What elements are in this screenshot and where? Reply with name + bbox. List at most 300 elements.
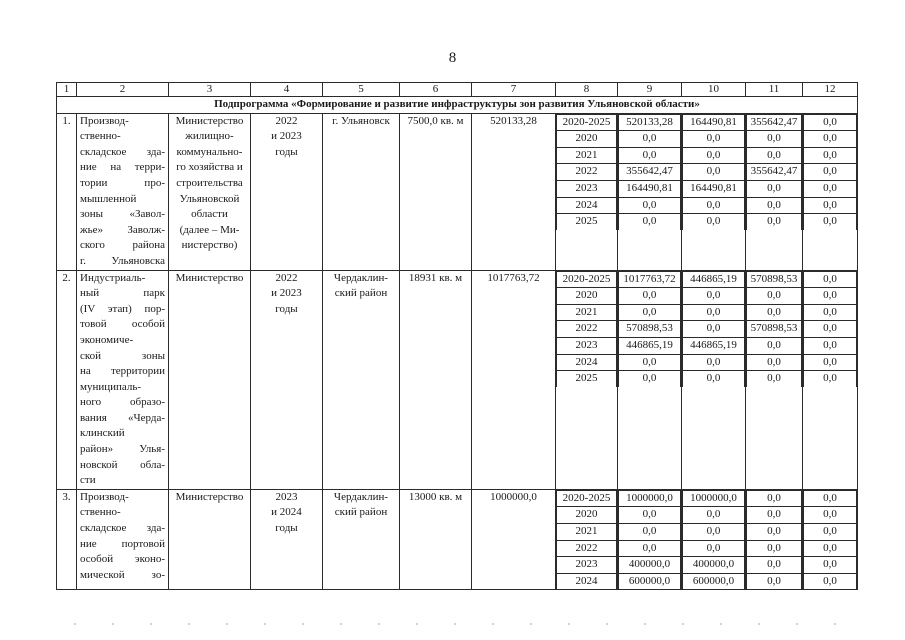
table-row [57, 489, 858, 590]
funding-year-row [804, 490, 857, 507]
funding-year-row [804, 524, 857, 541]
funding-year-row [619, 147, 681, 164]
funding-subtable [746, 490, 802, 590]
cell-line: 18931 кв. м [408, 271, 463, 284]
funding-value: 2021 [557, 524, 617, 541]
funding-value: 2021 [557, 147, 617, 164]
cell-line: нистерство) [181, 239, 238, 252]
cell-line: зоны «Завол- [80, 208, 165, 221]
funding-value: 2023 [557, 180, 617, 197]
cell-line: ственно- [80, 130, 121, 143]
funding-value: 0,0 [683, 214, 745, 230]
cell-line: ние на терри- [80, 161, 165, 174]
funding-year-row [557, 114, 617, 131]
funding-year-row [619, 271, 681, 288]
cell-line: годы [275, 145, 298, 158]
cell-line: муниципаль- [80, 380, 142, 393]
funding-value: 2024 [557, 354, 617, 371]
funding-year-row [747, 557, 802, 574]
funding-value: 0,0 [804, 271, 857, 288]
column-number: 11 [746, 83, 803, 97]
funding-value: 0,0 [619, 147, 681, 164]
funding-year-row [747, 197, 802, 214]
funding-year-row [557, 164, 617, 181]
cell-line: ской зоны [80, 349, 165, 362]
funding-year-row [619, 114, 681, 131]
funding-subtable [746, 271, 802, 387]
funding-value: 164490,81 [683, 180, 745, 197]
estimated-cost [472, 489, 556, 590]
funding-value: 0,0 [804, 524, 857, 541]
funding-c9-column [618, 489, 682, 590]
row-number: 2. [57, 270, 77, 489]
cell-line: мической зо- [80, 568, 165, 581]
cell-line: Ульяновской [179, 192, 240, 205]
funding-year-column [556, 489, 618, 590]
column-number: 7 [472, 83, 556, 97]
funding-year-row [619, 164, 681, 181]
cell-line: 2022 [275, 114, 298, 127]
estimated-cost [472, 113, 556, 270]
funding-year-row [619, 180, 681, 197]
column-number: 1 [57, 83, 77, 97]
funding-year-row [804, 131, 857, 148]
funding-value: 1000000,0 [619, 490, 681, 507]
funding-year-row [804, 180, 857, 197]
funding-value: 0,0 [683, 354, 745, 371]
funding-c10-column [682, 489, 746, 590]
cell-line: ный парк [80, 287, 165, 300]
column-number: 3 [169, 83, 251, 97]
cell-line: 7500,0 кв. м [407, 114, 464, 127]
funding-year-row [804, 557, 857, 574]
funding-c10-column [682, 113, 746, 270]
funding-year-row [683, 573, 745, 589]
funding-value: 355642,47 [747, 164, 802, 181]
funding-year-row [557, 131, 617, 148]
funding-subtable [618, 490, 681, 590]
funding-year-row [683, 288, 745, 305]
column-number: 6 [400, 83, 472, 97]
funding-year-row [747, 147, 802, 164]
funding-year-row [747, 337, 802, 354]
row-number: 1. [57, 113, 77, 270]
funding-year-row [804, 321, 857, 338]
funding-year-row [747, 490, 802, 507]
cell-line: вания «Черда- [80, 411, 165, 424]
cell-line: (далее – Ми- [179, 223, 240, 236]
funding-value: 0,0 [683, 197, 745, 214]
subprogram-title: Подпрограмма «Формирование и развитие инфраструктуры зон развития Ульяновской области» [57, 97, 858, 114]
funding-value: 0,0 [619, 354, 681, 371]
cell-line: сти [80, 474, 96, 487]
funding-value: 600000,0 [683, 573, 745, 589]
funding-value: 0,0 [804, 321, 857, 338]
funding-year-row [683, 354, 745, 371]
cell-line: Министерство [175, 490, 244, 503]
cell-line: области [191, 208, 228, 221]
funding-c12-column [803, 270, 858, 489]
funding-value: 0,0 [747, 288, 802, 305]
funding-value: 0,0 [747, 197, 802, 214]
funding-year-row [747, 540, 802, 557]
funding-value: 0,0 [747, 214, 802, 230]
funding-value: 0,0 [683, 304, 745, 321]
funding-year-row [747, 131, 802, 148]
funding-year-row [557, 557, 617, 574]
funding-value: 570898,53 [619, 321, 681, 338]
table-row [57, 113, 858, 270]
funding-c12-column [803, 113, 858, 270]
funding-value: 2022 [557, 321, 617, 338]
funding-year-row [619, 288, 681, 305]
funding-c12-column [803, 489, 858, 590]
cell-line: 2022 [275, 271, 298, 284]
cell-line: ние портовой [80, 537, 165, 550]
funding-year-row [557, 490, 617, 507]
funding-value: 570898,53 [747, 271, 802, 288]
funding-year-row [804, 540, 857, 557]
cell-line: тории про- [80, 176, 165, 189]
funding-year-row [683, 524, 745, 541]
funding-subtable [556, 490, 617, 590]
funding-value: 2025 [557, 214, 617, 230]
funding-value: 0,0 [747, 131, 802, 148]
funding-year-row [557, 354, 617, 371]
funding-value: 0,0 [804, 197, 857, 214]
funding-year-row [557, 573, 617, 589]
funding-value: 0,0 [747, 507, 802, 524]
funding-value: 0,0 [804, 540, 857, 557]
cell-line: Чердаклин- [333, 490, 389, 503]
funding-value: 2020 [557, 288, 617, 305]
funding-c10-column [682, 270, 746, 489]
funding-value: 0,0 [804, 490, 857, 507]
funding-value: 2020-2025 [557, 271, 617, 288]
funding-value: 0,0 [619, 304, 681, 321]
column-number: 2 [77, 83, 169, 97]
funding-year-row [619, 354, 681, 371]
funding-year-row [557, 524, 617, 541]
cell-line: ского района [80, 239, 165, 252]
funding-year-row [683, 131, 745, 148]
funding-year-row [747, 507, 802, 524]
funding-year-row [747, 573, 802, 589]
funding-year-row [747, 271, 802, 288]
funding-value: 2020 [557, 507, 617, 524]
funding-value: 0,0 [683, 371, 745, 387]
funding-year-row [683, 214, 745, 230]
funding-subtable [556, 114, 617, 230]
funding-c11-column [746, 270, 803, 489]
funding-value: 0,0 [747, 354, 802, 371]
funding-subtable [618, 271, 681, 387]
cell-line: ственно- [80, 506, 121, 519]
cell-line: годы [275, 302, 298, 315]
funding-year-row [683, 337, 745, 354]
funding-value: 0,0 [619, 214, 681, 230]
funding-value: 0,0 [747, 147, 802, 164]
funding-year-row [804, 164, 857, 181]
funding-value: 0,0 [747, 557, 802, 574]
funding-value: 0,0 [683, 321, 745, 338]
funding-year-row [619, 371, 681, 387]
funding-c9-column [618, 113, 682, 270]
funding-value: 0,0 [747, 573, 802, 589]
funding-value: 0,0 [804, 131, 857, 148]
cell-line: годы [275, 522, 298, 535]
funding-year-row [683, 321, 745, 338]
funding-year-row [804, 197, 857, 214]
funding-value: 0,0 [619, 288, 681, 305]
cell-line: Производ- [80, 114, 129, 127]
cell-line: мышленной [80, 192, 137, 205]
cell-line: 520133,28 [490, 114, 537, 127]
funding-year-row [747, 371, 802, 387]
cell-line: Чердаклин- [333, 271, 389, 284]
cell-line: и 2024 [271, 506, 302, 519]
funding-value: 2022 [557, 540, 617, 557]
funding-value: 2023 [557, 337, 617, 354]
cell-line: г. Ульяновска [80, 254, 165, 267]
cell-line: клинский [80, 427, 125, 440]
funding-year-row [683, 114, 745, 131]
funding-year-row [683, 164, 745, 181]
cell-line: товой особой [80, 318, 165, 331]
funding-value: 2023 [557, 557, 617, 574]
funding-value: 0,0 [804, 147, 857, 164]
funding-value: 2024 [557, 573, 617, 589]
funding-value: 355642,47 [619, 164, 681, 181]
cell-line: ский район [334, 287, 388, 300]
funding-year-row [619, 337, 681, 354]
cell-line: на территории [80, 365, 165, 378]
capacity [400, 270, 472, 489]
column-number: 8 [556, 83, 618, 97]
cell-line: г. Ульяновск [332, 114, 390, 127]
funding-year-row [747, 164, 802, 181]
cell-line: 1000000,0 [490, 490, 537, 503]
funding-year-row [683, 507, 745, 524]
funding-year-row [683, 271, 745, 288]
object-name [77, 270, 169, 489]
funding-value: 2025 [557, 371, 617, 387]
funding-value: 0,0 [804, 557, 857, 574]
funding-year-row [804, 114, 857, 131]
funding-value: 520133,28 [619, 114, 681, 131]
funding-value: 0,0 [619, 197, 681, 214]
funding-value: 0,0 [683, 540, 745, 557]
funding-year-row [747, 180, 802, 197]
funding-value: 2020-2025 [557, 114, 617, 131]
funding-year-row [804, 288, 857, 305]
funding-value: 1017763,72 [619, 271, 681, 288]
funding-year-row [804, 573, 857, 589]
cell-line: Индустриаль- [80, 271, 146, 284]
period [251, 489, 323, 590]
funding-value: 0,0 [619, 507, 681, 524]
location [323, 113, 400, 270]
customer [169, 489, 251, 590]
funding-year-row [557, 507, 617, 524]
period [251, 113, 323, 270]
funding-value: 0,0 [804, 507, 857, 524]
funding-year-row [557, 214, 617, 230]
cell-line: новской обла- [80, 458, 165, 471]
funding-value: 0,0 [683, 524, 745, 541]
funding-year-row [619, 573, 681, 589]
funding-year-row [804, 354, 857, 371]
cell-line: го хозяйства и [176, 161, 243, 174]
funding-year-row [619, 321, 681, 338]
estimated-cost [472, 270, 556, 489]
funding-value: 0,0 [619, 371, 681, 387]
funding-value: 400000,0 [683, 557, 745, 574]
funding-year-row [804, 304, 857, 321]
period [251, 270, 323, 489]
page-number: 8 [448, 50, 457, 66]
funding-subtable [618, 114, 681, 230]
funding-value: 2020 [557, 131, 617, 148]
funding-value: 0,0 [804, 354, 857, 371]
funding-year-row [747, 304, 802, 321]
cell-line: строительства [176, 176, 243, 189]
funding-year-row [747, 288, 802, 305]
funding-year-row [557, 197, 617, 214]
investment-table [56, 82, 858, 590]
funding-value: 0,0 [747, 540, 802, 557]
funding-year-row [683, 197, 745, 214]
funding-year-row [619, 490, 681, 507]
funding-value: 0,0 [804, 304, 857, 321]
funding-year-row [683, 490, 745, 507]
cell-line: Министерство [175, 271, 244, 284]
funding-year-row [747, 354, 802, 371]
funding-subtable [803, 114, 857, 230]
funding-value: 446865,19 [619, 337, 681, 354]
column-number: 9 [618, 83, 682, 97]
funding-year-row [557, 288, 617, 305]
cell-line: (IV этап) пор- [80, 302, 165, 315]
funding-year-row [557, 180, 617, 197]
funding-value: 0,0 [619, 524, 681, 541]
cell-line: 13000 кв. м [408, 490, 463, 503]
funding-value: 2021 [557, 304, 617, 321]
funding-year-row [804, 214, 857, 230]
funding-subtable [803, 490, 857, 590]
funding-year-row [557, 371, 617, 387]
funding-year-row [557, 337, 617, 354]
capacity [400, 489, 472, 590]
funding-c11-column [746, 489, 803, 590]
funding-year-row [557, 321, 617, 338]
funding-year-row [619, 304, 681, 321]
customer [169, 270, 251, 489]
funding-value: 0,0 [683, 147, 745, 164]
cell-line: и 2023 [271, 130, 302, 143]
funding-value: 0,0 [804, 371, 857, 387]
funding-subtable [746, 114, 802, 230]
funding-year-row [747, 321, 802, 338]
funding-subtable [556, 271, 617, 387]
cell-line: особой эконо- [80, 553, 165, 566]
column-number: 4 [251, 83, 323, 97]
funding-year-row [619, 131, 681, 148]
funding-value: 2020-2025 [557, 490, 617, 507]
funding-value: 0,0 [683, 288, 745, 305]
funding-year-row [804, 147, 857, 164]
funding-year-row [683, 180, 745, 197]
funding-subtable [682, 271, 745, 387]
funding-value: 0,0 [619, 540, 681, 557]
funding-year-row [557, 540, 617, 557]
funding-year-row [747, 214, 802, 230]
funding-value: 0,0 [747, 371, 802, 387]
funding-value: 0,0 [683, 507, 745, 524]
cell-line: ного образо- [80, 396, 165, 409]
funding-year-row [557, 147, 617, 164]
row-number: 3. [57, 489, 77, 590]
funding-value: 446865,19 [683, 271, 745, 288]
funding-value: 0,0 [804, 114, 857, 131]
funding-value: 0,0 [619, 131, 681, 148]
funding-c9-column [618, 270, 682, 489]
funding-value: 0,0 [804, 573, 857, 589]
cell-line: экономиче- [80, 333, 134, 346]
object-name [77, 489, 169, 590]
funding-year-row [804, 271, 857, 288]
capacity [400, 113, 472, 270]
funding-year-row [683, 371, 745, 387]
funding-year-row [619, 197, 681, 214]
funding-value: 164490,81 [683, 114, 745, 131]
column-number: 10 [682, 83, 746, 97]
funding-subtable [682, 114, 745, 230]
funding-year-column [556, 270, 618, 489]
funding-year-row [619, 540, 681, 557]
funding-value: 400000,0 [619, 557, 681, 574]
funding-value: 0,0 [683, 131, 745, 148]
cell-line: 2023 [275, 490, 298, 503]
cell-line: 1017763,72 [487, 271, 540, 284]
cell-line: район» Улья- [80, 443, 165, 456]
funding-value: 1000000,0 [683, 490, 745, 507]
cell-line: Министерство [175, 114, 244, 127]
funding-value: 446865,19 [683, 337, 745, 354]
funding-value: 0,0 [804, 164, 857, 181]
subprogram-row [57, 97, 858, 114]
funding-value: 0,0 [747, 180, 802, 197]
funding-year-row [804, 507, 857, 524]
funding-value: 355642,47 [747, 114, 802, 131]
column-number-row [57, 83, 858, 97]
cell-line: жилищно- [185, 130, 234, 143]
funding-value: 570898,53 [747, 321, 802, 338]
funding-value: 0,0 [804, 180, 857, 197]
funding-value: 0,0 [804, 214, 857, 230]
funding-value: 0,0 [804, 288, 857, 305]
funding-value: 0,0 [747, 304, 802, 321]
funding-year-row [683, 557, 745, 574]
funding-year-row [683, 304, 745, 321]
funding-year-row [557, 304, 617, 321]
funding-year-row [804, 337, 857, 354]
funding-value: 2022 [557, 164, 617, 181]
cell-line: ский район [334, 506, 388, 519]
funding-subtable [803, 271, 857, 387]
table-row [57, 270, 858, 489]
funding-year-row [804, 371, 857, 387]
